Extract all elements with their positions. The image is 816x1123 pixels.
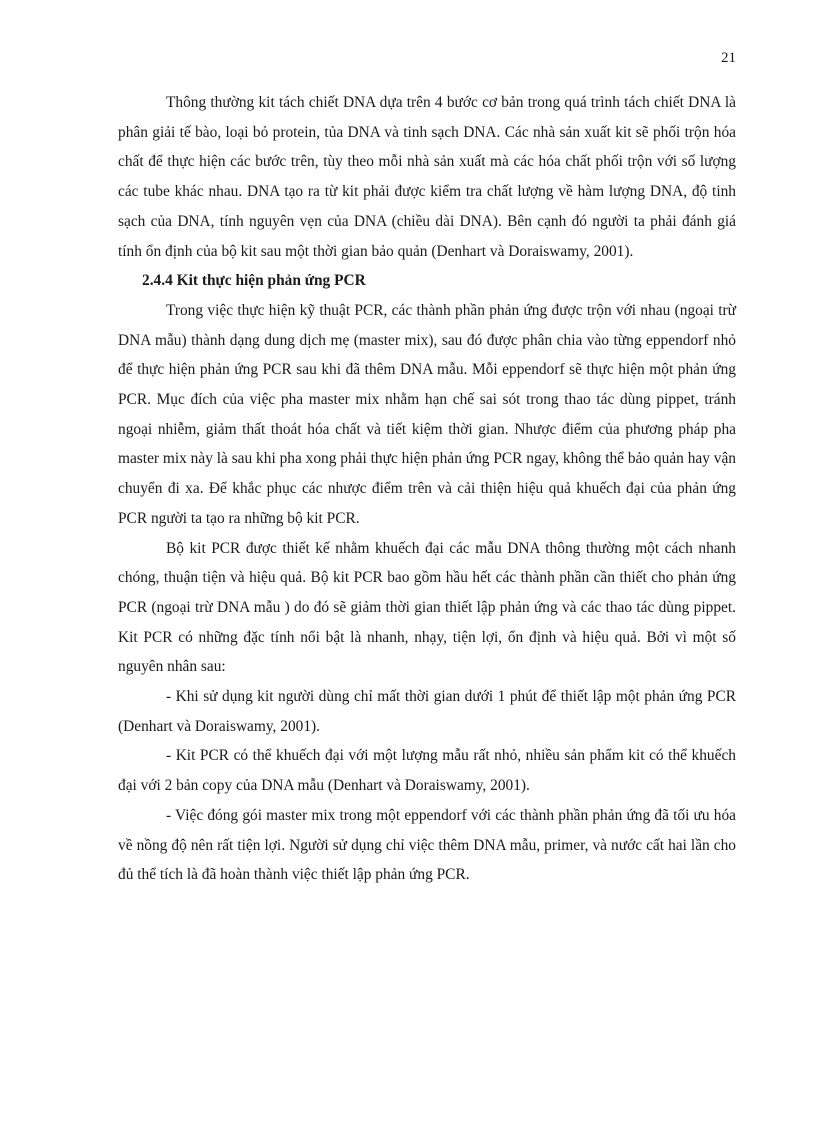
section-heading: 2.4.4 Kit thực hiện phản ứng PCR (142, 272, 366, 290)
list-paragraph: - Việc đóng gói master mix trong một eppendorf với các thành phần phản ứng đã tối ưu hóa về nồng độ nên rất tiện lợi. Người sử dụng chỉ việc thêm DNA mẫu, primer, và nước cất hai lần cho đủ thể tích là đã hoàn thành việc thiết lập phản ứng PCR. (118, 806, 736, 884)
body-paragraph: Bộ kit PCR được thiết kế nhằm khuếch đại các mẫu DNA thông thường một cách nhanh chóng, thuận tiện và hiệu quả. Bộ kit PCR bao gồm hầu hết các thành phần cần thiết cho phản ứng PCR (ngoại trừ DNA mẫu ) do đó sẽ giảm thời gian thiết lập phản ứng và các thao tác dùng pippet. Kit PCR có những đặc tính nổi bật là nhanh, nhạy, tiện lợi, ổn định và hiệu quả. Bởi vì một số nguyên nhân sau: (118, 539, 736, 676)
page-number: 21 (721, 50, 736, 66)
body-paragraph: Trong việc thực hiện kỹ thuật PCR, các thành phần phản ứng được trộn với nhau (ngoại trừ DNA mẫu) thành dạng dung dịch mẹ (master mix), sau đó được phân chia vào từng eppendorf nhỏ để thực hiện phản ứng PCR sau khi đã thêm DNA mẫu. Mỗi eppendorf sẽ thực hiện một phản ứng PCR. Mục đích của việc pha master mix nhằm hạn chế sai sót trong thao tác dùng pippet, tránh ngoại nhiễm, giảm thất thoát hóa chất và tiết kiệm thời gian. Nhược điểm của phương pháp pha master mix này là sau khi pha xong phải thực hiện phản ứng PCR ngay, không thể bảo quản hay vận chuyển đi xa. Để khắc phục các nhược điểm trên và cải thiện hiệu quả khuếch đại của phản ứng PCR người ta tạo ra những bộ kit PCR. (118, 301, 736, 527)
list-paragraph: - Kit PCR có thể khuếch đại với một lượng mẫu rất nhỏ, nhiều sản phẩm kit có thể khuếch đại với 2 bản copy của DNA mẫu (Denhart và Doraiswamy, 2001). (118, 747, 736, 795)
list-paragraph: - Khi sử dụng kit người dùng chỉ mất thời gian dưới 1 phút để thiết lập một phản ứng PCR (Denhart và Doraiswamy, 2001). (118, 688, 736, 735)
page-body (118, 88, 736, 890)
intro-paragraph: Thông thường kit tách chiết DNA dựa trên 4 bước cơ bản trong quá trình tách chiết DNA là phân giải tế bào, loại bỏ protein, tủa DNA và tinh sạch DNA. Các nhà sản xuất kit sẽ phối trộn hóa chất để thực hiện các bước trên, tùy theo mỗi nhà sản xuất mà các hóa chất phối trộn với số lượng các tube khác nhau. DNA tạo ra từ kit phải được kiểm tra chất lượng về hàm lượng DNA, độ tinh sạch của DNA, tính nguyên vẹn của DNA (chiều dài DNA). Bên cạnh đó người ta phải đánh giá tính ổn định của bộ kit sau một thời gian bảo quản (Denhart và Doraiswamy, 2001). (118, 94, 736, 260)
